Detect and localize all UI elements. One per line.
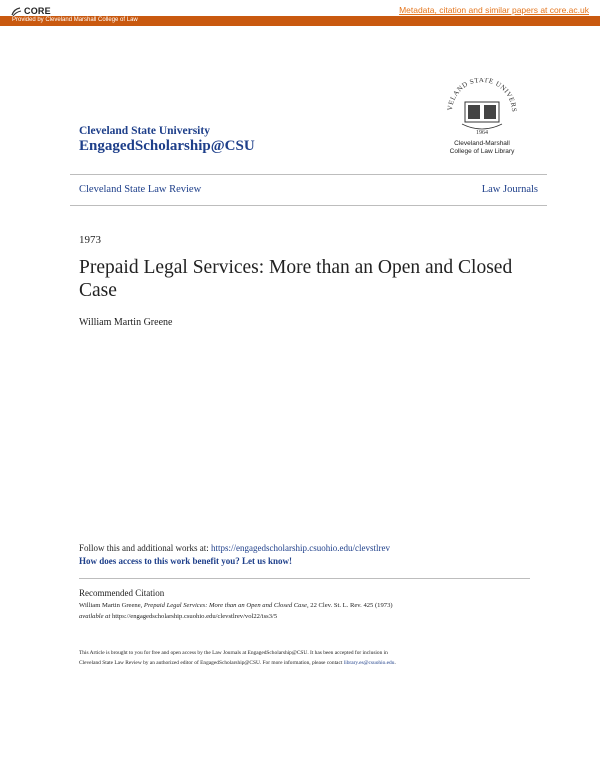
follow-prefix: Follow this and additional works at: [79,543,211,553]
citation-line [79,602,393,609]
citation-available-label: available at [79,613,111,620]
seal-caption-line1: Cleveland-Marshall [454,140,510,147]
publication-year: 1973 [79,234,101,246]
citation-author: William Martin Greene, [79,602,144,609]
header-divider-bottom [70,205,547,206]
citation-available-line [79,613,277,620]
access-feedback-link[interactable]: How does access to this work benefit you? Let us know! [79,556,293,566]
seal-arc-text: VELAND STATE UNIVERS [445,78,519,113]
recommended-citation-heading: Recommended Citation [79,588,165,598]
journal-link[interactable]: Cleveland State Law Review [79,184,202,195]
access-notice-suffix: . [394,660,396,666]
provided-by-text: Provided by Cleveland Marshall College of Law [12,17,138,23]
citation-rest: , 22 Clev. St. L. Rev. 425 (1973) [306,602,393,609]
seal-caption-line2: College of Law Library [449,148,515,155]
access-notice-line2 [79,660,396,666]
provided-by-bar [0,16,600,26]
access-notice-line1: This Article is brought to you for free and open access by the Law Journals at EngagedScholarship@CSU. It has been accepted for inclusion in [79,650,388,656]
access-notice-prefix: Cleveland State Law Review by an authorized editor of EngagedScholarship@CSU. For more information, please contact [79,660,344,666]
repository-name[interactable]: EngagedScholarship@CSU [79,138,255,154]
follow-line [79,543,390,553]
citation-available-url[interactable]: https://engagedscholarship.csuohio.edu/clevstlrev/vol22/iss3/5 [110,613,278,620]
citation-title: Prepaid Legal Services: More than an Open and Closed Case [143,602,307,609]
law-journals-link[interactable]: Law Journals [481,184,538,195]
seal-year: 1964 [476,130,488,136]
citation-divider [79,578,530,579]
header-divider-top [70,174,547,175]
contact-email-link[interactable]: library.es@csuohio.edu [343,660,395,666]
article-title: Prepaid Legal Services: More than an Open and Closed Case [79,257,513,301]
follow-url-link[interactable]: https://engagedscholarship.csuohio.edu/clevstlrev [211,543,390,553]
article-author[interactable]: William Martin Greene [79,317,173,328]
core-logo-label: CORE [24,6,51,16]
core-metadata-link[interactable]: Metadata, citation and similar papers at core.ac.uk [399,5,589,15]
university-name[interactable]: Cleveland State University [79,125,210,137]
